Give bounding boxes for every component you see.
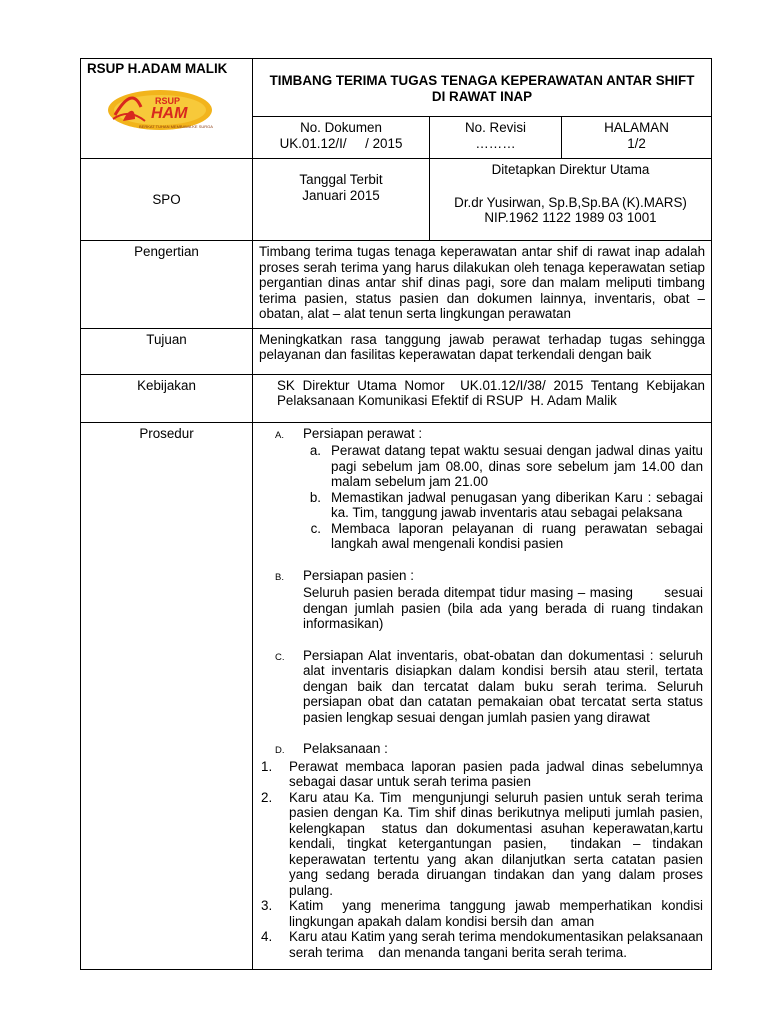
section-c-text: Persiapan Alat inventaris, obat-obatan dan dokumentasi : seluruh alat inventaris disiapkan dalam kondisi bersih atau steril, tertata dengan baik dan tercatat dalam buku serah terima. Seluruh persiapan obat dan catatan pemakaian obat tercatat serta status pasien lengkap sesuai dengan jumlah pasien yang dirawat	[303, 647, 704, 725]
kebijakan-text: SK Direktur Utama Nomor UK.01.12/I/38/ 2015 Tentang Kebijakan Pelaksanaan Komunikasi Efektif di RSUP H. Adam Malik	[253, 374, 712, 422]
sop-table	[80, 58, 712, 970]
logo-top-text: RSUP	[155, 95, 181, 106]
hospital-logo	[105, 85, 252, 139]
document-title	[253, 59, 712, 117]
section-d-title: Pelaksanaan :	[303, 741, 388, 756]
section-a-title: Persiapan perawat :	[303, 425, 423, 441]
revision-label: No. Revisi	[464, 120, 527, 135]
kebijakan-label: Kebijakan	[137, 377, 196, 393]
tujuan-label-cell	[81, 328, 253, 374]
sop-document	[80, 58, 711, 970]
section-b: B. Persiapan pasien :	[259, 568, 703, 586]
issue-date-label: Tanggal Terbit	[299, 172, 383, 187]
page-label: HALAMAN	[604, 120, 669, 135]
hospital-name: RSUP H.ADAM MALIK	[87, 61, 228, 76]
tujuan-label: Tujuan	[146, 331, 187, 347]
kebijakan-label-cell	[81, 374, 253, 422]
list-item: 2. Karu atau Ka. Tim mengunjungi seluruh pasien untuk serah terima pasien dengan Ka. Tim shif dinas berikutnya meliputi jumlah pasien, kelengkapan status dan dokumentasi asuhan keperawatan,kartu kendali, tingkat ketergantungan pasien, tindakan – tindakan keperawatan tertentu yang akan dilanjutkan serta catatan pasien yang sedang berada diruangan tindakan dan yang dalam proses pulang.	[261, 789, 707, 898]
list-item: c. Membaca laporan pelayanan di ruang perawatan sebagai langkah awal mengenali kondisi pasien	[310, 520, 704, 551]
director-name: Dr.dr Yusirwan, Sp.B,Sp.BA (K).MARS)	[454, 194, 687, 210]
prosedur-text	[253, 422, 712, 969]
section-b-body: Seluruh pasien berada ditempat tidur masing – masing sesuai dengan jumlah pasien (bila ada yang berada di ruang tindakan informasikan)	[303, 585, 707, 631]
spo-cell	[81, 159, 253, 241]
doc-number-value: UK.01.12/I/ / 2015	[279, 135, 403, 151]
pengertian-label: Pengertian	[134, 244, 199, 259]
issue-date-value: Januari 2015	[302, 187, 380, 203]
logo-tagline: BERKAT TUHAN MEMBAWA KE SURGA	[139, 123, 213, 129]
section-b-title: Persiapan pasien :	[303, 567, 414, 583]
list-item: 4. Karu atau Katim yang serah terima mendokumentasikan pelaksanaan serah terima dan menanda tangani berita serah terima.	[261, 929, 707, 960]
approval-cell	[430, 159, 712, 241]
section-d: D. Pelaksanaan :	[259, 741, 703, 759]
director-nip: NIP.1962 1122 1989 03 1001	[484, 210, 657, 225]
approval-title: Ditetapkan Direktur Utama	[491, 162, 650, 177]
section-a: A. Persiapan perawat :	[259, 426, 703, 444]
revision-value: ………	[475, 135, 516, 151]
list-item: 3. Katim yang menerima tanggung jawab memperhatikan kondisi lingkungan apakah dalam kondisi bersih dan aman	[261, 898, 707, 929]
title-line-2: DI RAWAT INAP	[431, 88, 533, 104]
page-cell	[562, 117, 712, 159]
spo-label: SPO	[152, 191, 181, 207]
page-value: 1/2	[627, 135, 646, 151]
doc-number-cell	[253, 117, 430, 159]
pengertian-text: Timbang terima tugas tenaga keperawatan antar shif di rawat inap adalah proses serah terima yang harus dilakukan oleh tenaga keperawatan setiap pergantian dinas antar shif dinas pagi, sore dan malam meliputi timbang terima pasien, status pasien dan dokumen lainnya, inventaris, obat – obatan, alat – alat tenun serta lingkungan perawatan	[253, 241, 712, 329]
prosedur-label: Prosedur	[139, 425, 194, 441]
section-c: C. Persiapan Alat inventaris, obat-obatan dan dokumentasi : seluruh alat inventaris disiapkan dalam kondisi bersih atau steril, tertata dengan baik dan tercatat dalam buku serah terima. Seluruh persiapan obat dan catatan pemakaian obat tercatat serta status pasien lengkap sesuai dengan jumlah pasien yang dirawat	[275, 647, 704, 725]
title-line-1: TIMBANG TERIMA TUGAS TENAGA KEPERAWATAN ANTAR SHIFT	[269, 73, 695, 88]
doc-number-label: No. Dokumen	[300, 120, 382, 135]
logo-main-text: HAM	[151, 104, 188, 122]
list-item: a. Perawat datang tepat waktu sesuai dengan jadwal dinas yaitu pagi sebelum jam 08.00, dinas sore sebelum jam 14.00 dan malam sebelum jam 21.00	[309, 443, 704, 489]
pengertian-label-cell	[81, 241, 253, 329]
issue-date-cell	[253, 159, 430, 241]
revision-cell	[430, 117, 562, 159]
hospital-cell	[81, 59, 253, 159]
tujuan-text: Meningkatkan rasa tanggung jawab perawat terhadap tugas sehingga pelayanan dan fasilitas keperawatan dapat terkendali dengan baik	[253, 328, 712, 374]
list-item: b. Memastikan jadwal penugasan yang diberikan Karu : sebagai ka. Tim, tanggung jawab inventaris atau sebagai pelaksana	[309, 489, 704, 520]
prosedur-label-cell	[81, 422, 253, 969]
list-item: 1. Perawat membaca laporan pasien pada jadwal dinas sebelumnya sebagai dasar untuk serah terima pasien	[261, 758, 704, 789]
